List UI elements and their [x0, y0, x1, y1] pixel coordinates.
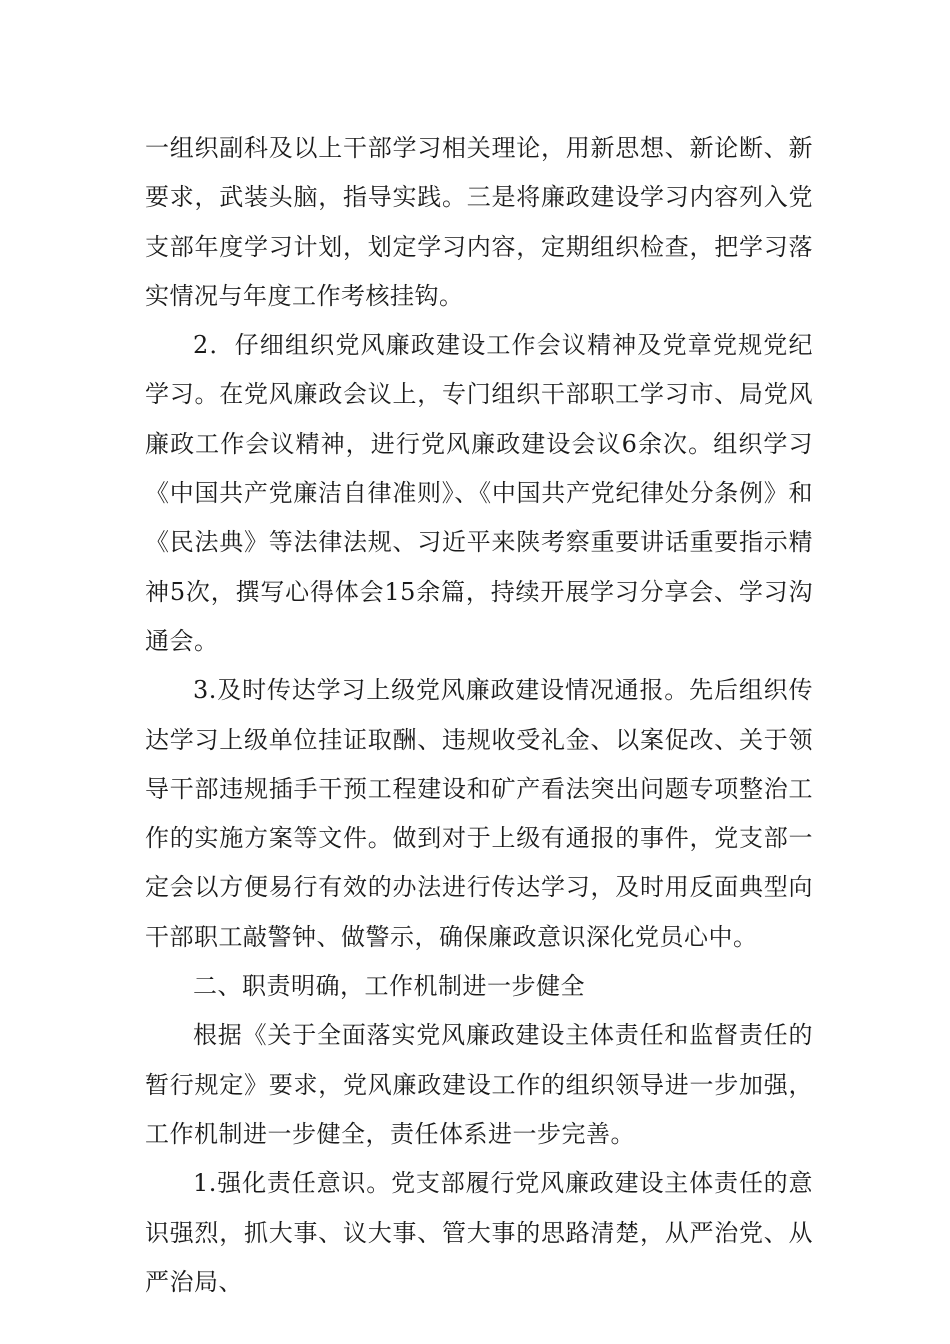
paragraph-continuation: 一组织副科及以上干部学习相关理论，用新思想、新论断、新要求，武装头脑，指导实践。三是将廉政建设学习内容列入党支部年度学习计划，划定学习内容，定期组织检查，把学习落实情况与年度工作考核挂钩。 [145, 134, 813, 310]
paragraph-item-2: 2．仔细组织党风廉政建设工作会议精神及党章党规党纪学习。在党风廉政会议上，专门组织干部职工学习市、局党风廉政工作会议精神，进行党风廉政建设会议6余次。组织学习《中国共产党廉洁自律准则》、《中国共产党纪律处分条例》和《民法典》等法律法规、习近平来陕考察重要讲话重要指示精神5次，撰写心得体会15余篇，持续开展学习分享会、学习沟通会。 [145, 331, 813, 655]
paragraph-item-3: 3.及时传达学习上级党风廉政建设情况通报。先后组织传达学习上级单位挂证取酬、违规收受礼金、以案促改、关于领导干部违规插手干预工程建设和矿产看法突出问题专项整治工作的实施方案等文件。做到对于上级有通报的事件，党支部一定会以方便易行有效的办法进行传达学习，及时用反面典型向干部职工敲警钟、做警示，确保廉政意识深化党员心中。 [145, 676, 813, 951]
paragraph-item-1: 1.强化责任意识。党支部履行党风廉政建设主体责任的意识强烈，抓大事、议大事、管大事的思路清楚，从严治党、从严治局、 [145, 1169, 813, 1296]
document-body [145, 124, 813, 1307]
paragraph-section-intro: 根据《关于全面落实党风廉政建设主体责任和监督责任的暂行规定》要求，党风廉政建设工作的组织领导进一步加强，工作机制进一步健全，责任体系进一步完善。 [145, 1021, 813, 1148]
section-heading: 二、职责明确，工作机制进一步健全 [193, 972, 585, 1001]
